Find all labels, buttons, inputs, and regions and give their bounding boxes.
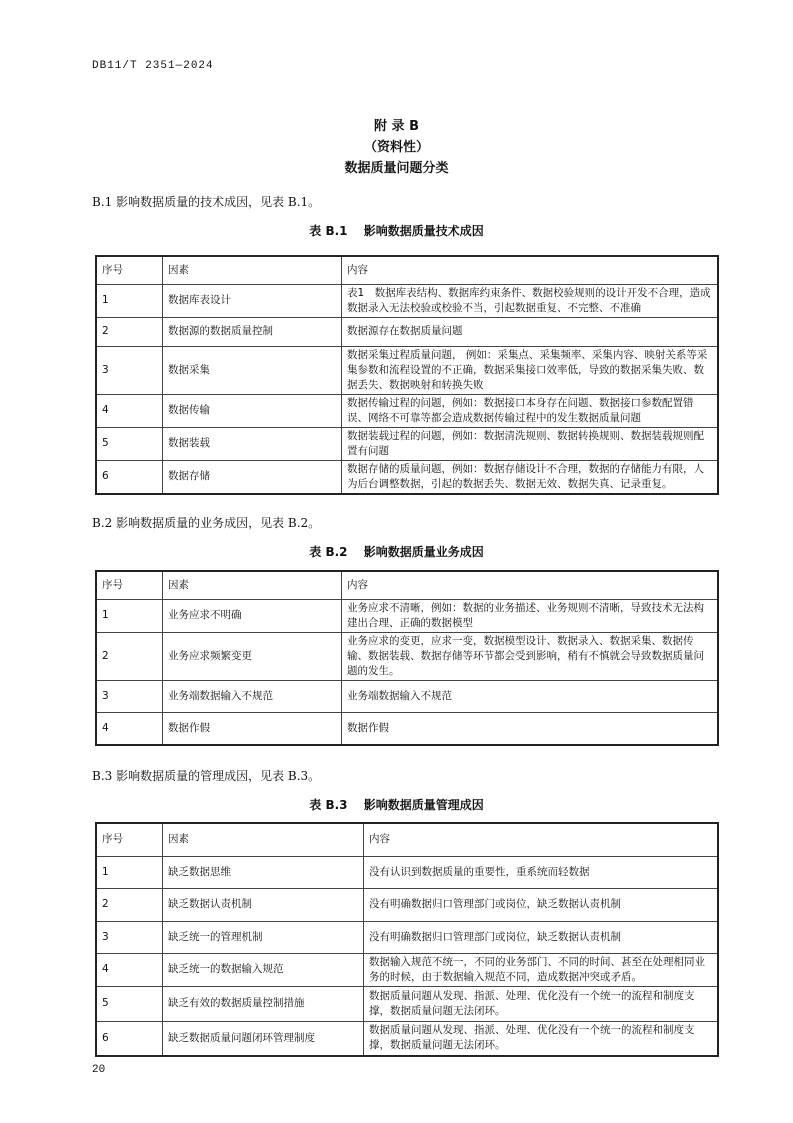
cell-content: 没有明确数据归口管理部门或岗位，缺乏数据认责机制 — [364, 888, 719, 921]
page-number: 20 — [92, 1064, 106, 1076]
section-intro: B.2 影响数据质量的业务成因，见表 B.2。 — [92, 516, 321, 530]
appendix-nature: （资料性） — [363, 140, 429, 155]
table-row — [96, 1021, 718, 1056]
cell-factor: 数据作假 — [163, 712, 342, 745]
cell-index: 序号 — [96, 571, 163, 599]
cell-index: 6 — [96, 1021, 163, 1056]
cell-content: 数据输入规范不统一，不同的业务部门、不同的时间、甚至在处理相同业务的时候，由于数据输入规范不同，造成数据冲突或矛盾。 — [364, 953, 719, 986]
cell-content: 内容 — [364, 823, 719, 856]
cell-factor: 数据存储 — [163, 460, 342, 494]
cell-index: 1 — [96, 856, 163, 888]
appendix-title: 附 录 B — [374, 119, 419, 134]
cell-factor: 缺乏统一的管理机制 — [163, 921, 364, 953]
cell-factor: 缺乏数据质量问题闭环管理制度 — [163, 1021, 364, 1056]
cell-content: 数据装载过程的问题，例如：数据清洗规则、数据转换规则、数据装载规则配置有问题 — [342, 427, 719, 460]
table-row — [96, 921, 718, 953]
cell-content: 数据存储的质量问题，例如：数据存储设计不合理，数据的存储能力有限，人为后台调整数据，引起的数据丢失、数据无效、数据失真、记录重复。 — [342, 460, 719, 494]
cell-content: 数据传输过程的问题，例如：数据接口本身存在问题、数据接口参数配置错误、网络不可靠等都会造成数据传输过程中的发生数据质量问题 — [342, 394, 719, 427]
cell-index: 5 — [96, 986, 163, 1021]
cell-index: 序号 — [96, 256, 163, 284]
standard-number: DB11/T 2351—2024 — [92, 60, 214, 72]
cell-factor: 缺乏数据认责机制 — [163, 888, 364, 921]
cell-factor: 业务端数据输入不规范 — [163, 680, 342, 712]
cell-index: 4 — [96, 953, 163, 986]
table-row — [96, 317, 718, 346]
cell-factor: 数据采集 — [163, 346, 342, 394]
cell-index: 3 — [96, 680, 163, 712]
cell-content: 业务应求不清晰，例如：数据的业务描述、业务规则不清晰，导致技术无法构建出合理、正确的数据模型 — [342, 599, 719, 632]
table-row — [96, 599, 718, 632]
table-row — [96, 427, 718, 460]
table-row — [96, 632, 718, 680]
cell-index: 5 — [96, 427, 163, 460]
table-b1 — [95, 255, 719, 495]
cell-content: 没有认识到数据质量的重要性，重系统而轻数据 — [364, 856, 719, 888]
cell-factor: 因素 — [163, 571, 342, 599]
table-row — [96, 953, 718, 986]
cell-factor: 缺乏统一的数据输入规范 — [163, 953, 364, 986]
cell-index: 2 — [96, 632, 163, 680]
table-row — [96, 394, 718, 427]
cell-factor: 因素 — [163, 823, 364, 856]
cell-content: 数据源存在数据质量问题 — [342, 317, 719, 346]
cell-index: 4 — [96, 394, 163, 427]
cell-content: 数据质量问题从发现、指派、处理、优化没有一个统一的流程和制度支撑，数据质量问题无法闭环。 — [364, 986, 719, 1021]
cell-factor: 数据源的数据质量控制 — [163, 317, 342, 346]
cell-content: 数据质量问题从发现、指派、处理、优化没有一个统一的流程和制度支撑，数据质量问题无法闭环。 — [364, 1021, 719, 1056]
cell-factor: 数据装载 — [163, 427, 342, 460]
table-header-row — [96, 823, 718, 856]
cell-content: 内容 — [342, 256, 719, 284]
table-b2 — [95, 570, 719, 746]
cell-index: 3 — [96, 346, 163, 394]
cell-factor: 缺乏有效的数据质量控制措施 — [163, 986, 364, 1021]
cell-index: 4 — [96, 712, 163, 745]
cell-factor: 数据库表设计 — [163, 284, 342, 317]
cell-index: 2 — [96, 888, 163, 921]
table-row — [96, 346, 718, 394]
cell-content: 数据采集过程质量问题， 例如：采集点、采集频率、采集内容、映射关系等采集参数和流程设置的不正确，数据采集接口效率低，导致的数据采集失败、数据丢失、数据映射和转换失败 — [342, 346, 719, 394]
table-row — [96, 460, 718, 494]
cell-index: 6 — [96, 460, 163, 494]
table-row — [96, 712, 718, 745]
cell-content: 内容 — [342, 571, 719, 599]
cell-factor: 因素 — [163, 256, 342, 284]
table-row — [96, 986, 718, 1021]
table-row — [96, 888, 718, 921]
cell-content: 表1 数据库表结构、数据库约束条件、数据校验规则的设计开发不合理，造成数据录入无法校验或校验不当，引起数据重复、不完整、不准确 — [342, 284, 719, 317]
table-header-row — [96, 256, 718, 284]
cell-factor: 缺乏数据思维 — [163, 856, 364, 888]
cell-factor: 业务应求不明确 — [163, 599, 342, 632]
table-row — [96, 680, 718, 712]
appendix-subtitle: 数据质量问题分类 — [344, 161, 449, 176]
table-caption: 表 B.1 影响数据质量技术成因 — [309, 224, 484, 238]
section-intro: B.1 影响数据质量的技术成因，见表 B.1。 — [92, 195, 321, 209]
table-caption: 表 B.2 影响数据质量业务成因 — [309, 545, 484, 559]
cell-index: 1 — [96, 284, 163, 317]
cell-index: 3 — [96, 921, 163, 953]
table-caption: 表 B.3 影响数据质量管理成因 — [309, 798, 484, 812]
table-header-row — [96, 571, 718, 599]
table-row — [96, 284, 718, 317]
cell-content: 没有明确数据归口管理部门或岗位，缺乏数据认责机制 — [364, 921, 719, 953]
table-b3 — [95, 822, 719, 1057]
cell-factor: 数据传输 — [163, 394, 342, 427]
cell-index: 1 — [96, 599, 163, 632]
cell-index: 序号 — [96, 823, 163, 856]
cell-content: 业务应求的变更，应求一变，数据模型设计、数据录入、数据采集、数据传输、数据装载、数据存储等环节都会受到影响，稍有不慎就会导致数据质量问题的发生。 — [342, 632, 719, 680]
table-row — [96, 856, 718, 888]
cell-content: 业务端数据输入不规范 — [342, 680, 719, 712]
section-intro: B.3 影响数据质量的管理成因，见表 B.3。 — [92, 769, 321, 783]
cell-content: 数据作假 — [342, 712, 719, 745]
cell-index: 2 — [96, 317, 163, 346]
cell-factor: 业务应求频繁变更 — [163, 632, 342, 680]
